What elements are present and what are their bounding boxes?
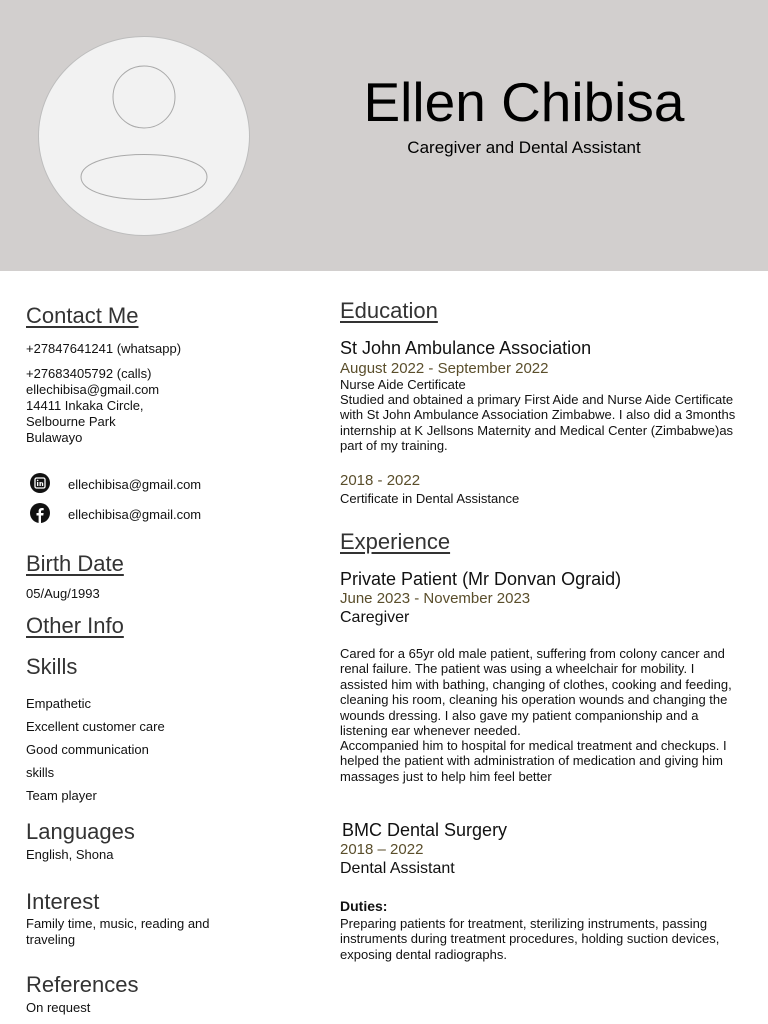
education-description: Studied and obtained a primary First Aide and Nurse Aide Certificate with St John Ambulance Association Zimbabwe. I also did a 3months internship at K Jellsons Maternity and Medical Center (Zimbabwe)as part of my training.	[340, 392, 736, 454]
education-certificate: Certificate in Dental Assistance	[340, 491, 520, 506]
experience-org: BMC Dental Surgery	[342, 820, 508, 840]
duties-description: Preparing patients for treatment, sterilizing instruments, passing instruments during treatment procedures, holding suction devices, exposing dental radiographs.	[340, 916, 720, 962]
skills-heading: Skills	[26, 654, 78, 679]
languages-heading: Languages	[26, 819, 135, 844]
person-name: Ellen Chibisa	[363, 71, 685, 133]
facebook-icon[interactable]	[30, 503, 50, 523]
birth-date-value: 05/Aug/1993	[26, 586, 100, 601]
facebook-link[interactable]: ellechibisa@gmail.com	[68, 507, 202, 522]
education-date: August 2022 - September 2022	[340, 360, 549, 377]
experience-date: 2018 – 2022	[340, 841, 424, 858]
header-banner	[0, 0, 768, 271]
interest-line-2: traveling	[26, 932, 76, 947]
skill-item: Excellent customer care	[26, 719, 165, 734]
address-line-2: Selbourne Park	[26, 414, 116, 429]
skill-item: skills	[26, 765, 55, 780]
experience-role: Caregiver	[340, 609, 410, 626]
linkedin-icon[interactable]	[30, 473, 50, 493]
experience-description: Cared for a 65yr old male patient, suffering from colony cancer and renal failure. The patient was using a wheelchair for mobility. I assisted him with bathing, changing of clothes, cooking and feeding, cleaning his room, cleaning his operation wounds and changing the wounds dressing. I also gave my patient companionship and a listening ear whenever needed.	[340, 646, 732, 739]
references-heading: References	[26, 972, 139, 997]
experience-date: June 2023 - November 2023	[340, 590, 531, 607]
person-icon	[39, 37, 249, 235]
experience-description: Accompanied him to hospital for medical treatment and checkups. I helped the patient with administration of medication and giving him massages just to help him feel better	[340, 738, 727, 784]
job-title: Caregiver and Dental Assistant	[407, 138, 641, 157]
interest-line-1: Family time, music, reading and	[26, 916, 210, 931]
references-value: On request	[26, 1000, 91, 1015]
interest-heading: Interest	[26, 889, 100, 914]
education-heading: Education	[340, 298, 438, 323]
contact-heading: Contact Me	[26, 303, 139, 328]
skill-item: Good communication	[26, 742, 149, 757]
education-date: 2018 - 2022	[340, 472, 421, 489]
birth-date-heading: Birth Date	[26, 551, 124, 576]
education-org: St John Ambulance Association	[340, 338, 592, 358]
experience-org: Private Patient (Mr Donvan Ograid)	[340, 569, 622, 589]
phone-calls: +27683405792 (calls)	[26, 366, 152, 381]
experience-heading: Experience	[340, 529, 451, 554]
skill-item: Empathetic	[26, 696, 92, 711]
address-line-3: Bulawayo	[26, 430, 83, 445]
phone-whatsapp: +27847641241 (whatsapp)	[26, 341, 182, 356]
address-line-1: 14411 Inkaka Circle,	[26, 398, 144, 413]
email-address[interactable]: ellechibisa@gmail.com	[26, 382, 160, 397]
linkedin-link[interactable]: ellechibisa@gmail.com	[68, 477, 202, 492]
avatar	[39, 37, 249, 235]
skill-item: Team player	[26, 788, 97, 803]
duties-label: Duties:	[340, 898, 388, 914]
languages-value: English, Shona	[26, 847, 114, 862]
other-info-heading: Other Info	[26, 613, 124, 638]
experience-role: Dental Assistant	[340, 860, 455, 877]
education-certificate: Nurse Aide Certificate	[340, 377, 466, 392]
